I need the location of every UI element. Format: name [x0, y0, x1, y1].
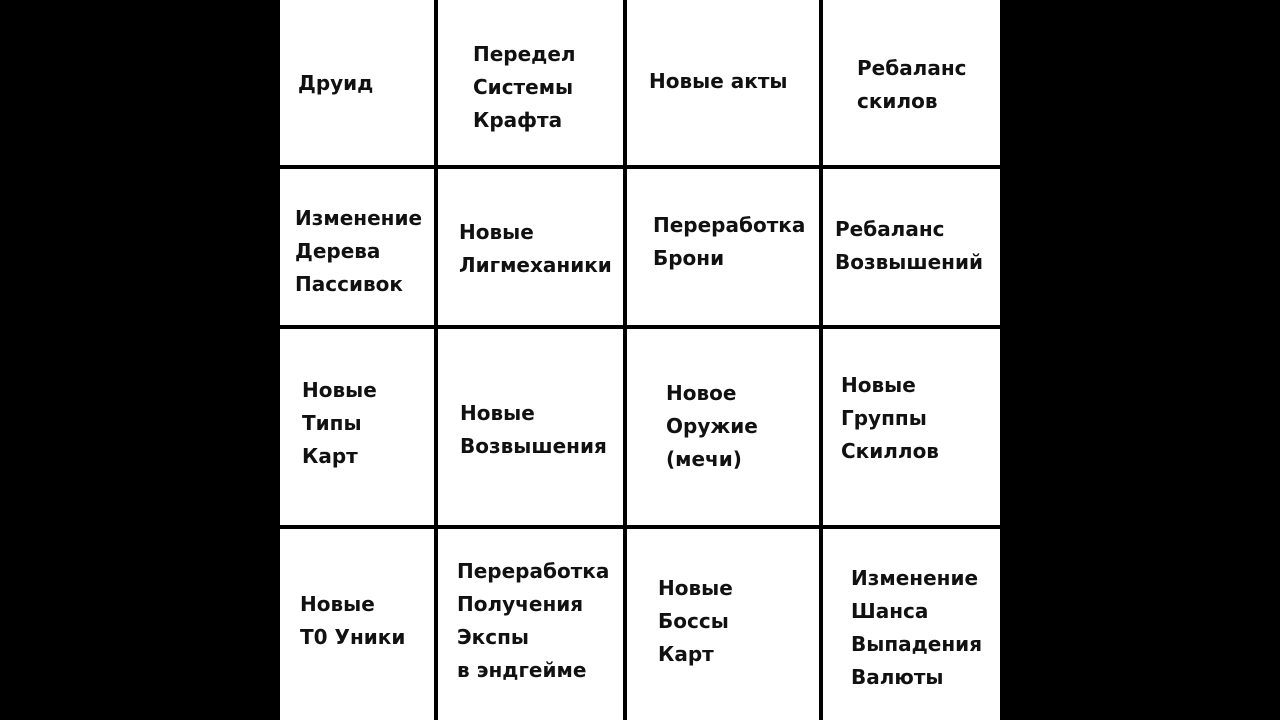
- cell-text-line: Новые: [300, 592, 375, 616]
- cell-text-line: Т0 Уники: [300, 625, 406, 649]
- cell-text-line: Переработка: [653, 213, 806, 237]
- cell-text-line: Скиллов: [841, 439, 939, 463]
- bingo-cell: [658, 572, 733, 671]
- grid-line-horizontal: [280, 525, 1000, 529]
- cell-text-line: Новые: [460, 401, 535, 425]
- cell-text-line: Передел: [473, 42, 576, 66]
- cell-text-line: Лигмеханики: [459, 253, 612, 277]
- cell-text-line: Типы: [302, 411, 362, 435]
- cell-text-line: Экспы: [457, 625, 530, 649]
- bingo-cell: [302, 374, 377, 473]
- cell-text-line: Ребаланс: [835, 217, 945, 241]
- bingo-cell: [653, 209, 805, 275]
- cell-text-line: (мечи): [666, 447, 742, 471]
- cell-text-line: Карт: [302, 444, 358, 468]
- cell-text-line: Изменение: [295, 206, 423, 230]
- cell-text-line: Ребаланс: [857, 56, 967, 80]
- cell-text-line: Выпадения: [851, 632, 983, 656]
- cell-text-line: Крафта: [473, 108, 563, 132]
- grid-line-vertical: [819, 0, 823, 720]
- cell-text-line: Новые акты: [649, 69, 788, 93]
- cell-text-line: Брони: [653, 246, 725, 270]
- bingo-cell: [295, 202, 422, 301]
- cell-text-line: Возвышения: [460, 434, 607, 458]
- bingo-cell: [857, 52, 967, 118]
- cell-text-line: Карт: [658, 642, 714, 666]
- bingo-cell: [841, 369, 939, 468]
- cell-text-line: Новые: [658, 576, 733, 600]
- bingo-cell: [459, 216, 612, 282]
- bingo-board: [280, 0, 1000, 720]
- cell-text-line: Изменение: [851, 566, 979, 590]
- cell-text-line: Валюты: [851, 665, 944, 689]
- bingo-cell: [851, 562, 982, 694]
- cell-text-line: Новые: [459, 220, 534, 244]
- cell-text-line: Системы: [473, 75, 574, 99]
- bingo-cell: [649, 65, 788, 98]
- cell-text-line: Переработка: [457, 559, 610, 583]
- cell-text-line: Новые: [841, 373, 916, 397]
- cell-text-line: Шанса: [851, 599, 929, 623]
- cell-text-line: Группы: [841, 406, 927, 430]
- cell-text-line: Новое: [666, 381, 737, 405]
- bingo-cell: [457, 555, 609, 687]
- bingo-cell: [460, 397, 607, 463]
- cell-text-line: в эндгейме: [457, 658, 587, 682]
- cell-text-line: Боссы: [658, 609, 729, 633]
- cell-text-line: Друид: [298, 71, 374, 95]
- bingo-cell: [666, 377, 758, 476]
- grid-line-vertical: [623, 0, 627, 720]
- grid-line-horizontal: [280, 325, 1000, 329]
- bingo-cell: [298, 67, 373, 100]
- cell-text-line: Возвышений: [835, 250, 983, 274]
- cell-text-line: скилов: [857, 89, 938, 113]
- bingo-cell: [300, 588, 405, 654]
- cell-text-line: Дерева: [295, 239, 381, 263]
- cell-text-line: Получения: [457, 592, 584, 616]
- bingo-cell: [835, 213, 983, 279]
- cell-text-line: Оружие: [666, 414, 758, 438]
- bingo-cell: [473, 38, 576, 137]
- grid-line-horizontal: [280, 165, 1000, 169]
- cell-text-line: Новые: [302, 378, 377, 402]
- cell-text-line: Пассивок: [295, 272, 403, 296]
- grid-line-vertical: [434, 0, 438, 720]
